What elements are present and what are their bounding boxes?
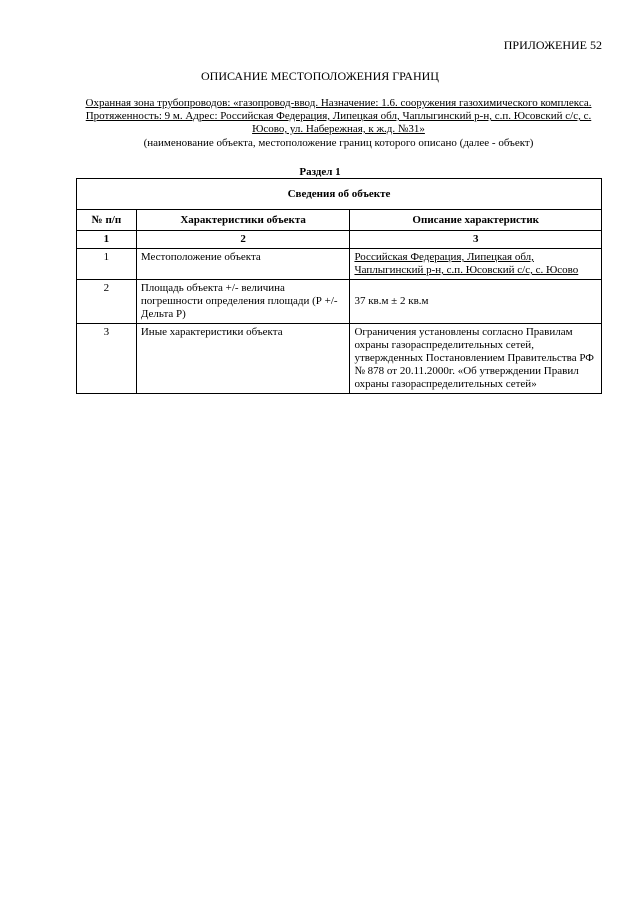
row-description: Российская Федерация, Липецкая обл, Чаплыгинский р-н, с.п. Юсовский с/с, с. Юсово [350,249,602,280]
column-number: 3 [350,231,602,249]
column-header-characteristic: Характеристики объекта [136,210,350,231]
table-row [77,280,602,324]
appendix-label: ПРИЛОЖЕНИЕ 52 [503,38,602,52]
row-characteristic: Площадь объекта +/- величина погрешности определения площади (Р +/- Дельта Р) [136,280,350,324]
table-row [77,324,602,394]
row-number: 3 [77,324,137,394]
column-header-number: № п/п [77,210,137,231]
column-number: 1 [77,231,137,249]
row-characteristic: Иные характеристики объекта [136,324,350,394]
table-title: Сведения об объекте [77,179,602,210]
table-title-row [77,179,602,210]
row-characteristic: Местоположение объекта [136,249,350,280]
column-header-description: Описание характеристик [350,210,602,231]
row-description: 37 кв.м ± 2 кв.м [350,280,602,324]
table-row [77,249,602,280]
section-label: Раздел 1 [299,166,341,178]
column-number: 2 [136,231,350,249]
table-header-row [77,210,602,231]
object-info-table [76,178,602,394]
row-number: 2 [77,280,137,324]
object-name: Охранная зона трубопроводов: «газопровод-ввод. Назначение: 1.6. сооружения газохимического комплекса. Протяженность: 9 м. Адрес: Российская Федерация, Липецкая обл, Чаплыгинский р-н, с.п. Юсовский с/с, с. Юсово, ул. Набережная, к ж.д. №31» [85,97,592,135]
column-number-row [77,231,602,249]
page-title: ОПИСАНИЕ МЕСТОПОЛОЖЕНИЯ ГРАНИЦ [201,69,439,83]
row-number: 1 [77,249,137,280]
row-description: Ограничения установлены согласно Правилам охраны газораспределительных сетей, утвержденных Постановлением Правительства РФ № 878 от 20.11.2000г. «Об утверждении Правил охраны газораспределительных сетей» [350,324,602,394]
object-caption: (наименование объекта, местоположение границ которого описано (далее - объект) [143,137,534,149]
